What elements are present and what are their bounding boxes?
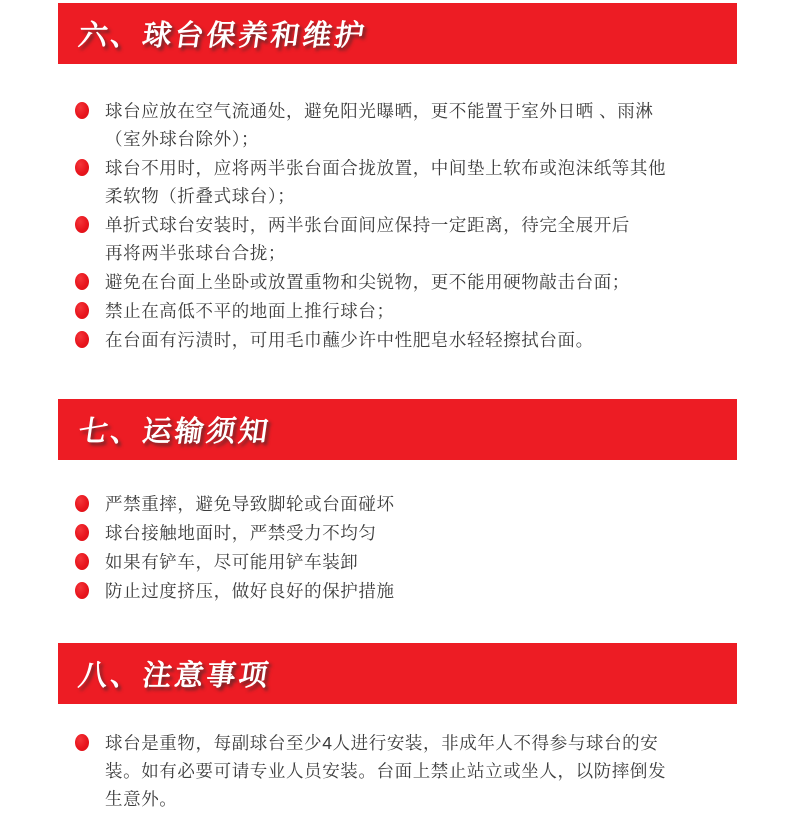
bullet-text: 避免在台面上坐卧或放置重物和尖锐物，更不能用硬物敲击台面；	[105, 272, 630, 292]
bullet-text: 球台不用时，应将两半张台面合拢放置，中间垫上软布或泡沫纸等其他 柔软物（折叠式球台）；	[105, 158, 667, 206]
bullet-icon	[75, 553, 89, 570]
bullet-icon	[75, 495, 89, 512]
list-item	[75, 548, 735, 576]
list-item	[75, 729, 735, 813]
bullet-icon	[75, 302, 89, 319]
transport-bullet-list	[75, 490, 735, 606]
section-banner-maintenance	[58, 3, 737, 64]
list-item	[75, 326, 735, 354]
section-title-precautions: 八、注意事项	[76, 660, 273, 692]
bullet-icon	[75, 216, 89, 233]
bullet-text: 防止过度挤压，做好良好的保护措施	[105, 581, 395, 601]
list-item	[75, 577, 735, 605]
section-banner-precautions	[58, 643, 737, 704]
bullet-text: 在台面有污渍时，可用毛巾蘸少许中性肥皂水轻轻擦拭台面。	[105, 330, 594, 350]
bullet-text: 球台是重物，每副球台至少4人进行安装，非成年人不得参与球台的安 装。如有必要可请专业人员安装。台面上禁止站立或坐人，以防摔倒发 生意外。	[105, 733, 667, 809]
bullet-icon	[75, 582, 89, 599]
bullet-text: 如果有铲车，尽可能用铲车装卸	[105, 552, 359, 572]
list-item	[75, 211, 735, 267]
bullet-icon	[75, 331, 89, 348]
section-title-transport: 七、运输须知	[76, 416, 273, 448]
bullet-text: 球台应放在空气流通处，避免阳光曝晒，更不能置于室外日晒 、雨淋 （室外球台除外）；	[105, 101, 654, 149]
bullet-icon	[75, 102, 89, 119]
bullet-text: 球台接触地面时，严禁受力不均匀	[105, 523, 377, 543]
bullet-text: 禁止在高低不平的地面上推行球台；	[105, 301, 395, 321]
bullet-text: 严禁重摔，避免导致脚轮或台面碰坏	[105, 494, 395, 514]
maintenance-bullet-list	[75, 97, 735, 355]
list-item	[75, 519, 735, 547]
bullet-icon	[75, 524, 89, 541]
section-title-maintenance: 六、球台保养和维护	[76, 20, 369, 52]
bullet-icon	[75, 734, 89, 751]
section-banner-transport	[58, 399, 737, 460]
list-item	[75, 154, 735, 210]
list-item	[75, 297, 735, 325]
precautions-bullet-list	[75, 729, 735, 814]
list-item	[75, 97, 735, 153]
list-item	[75, 268, 735, 296]
bullet-icon	[75, 273, 89, 290]
bullet-text: 单折式球台安装时，两半张台面间应保持一定距离，待完全展开后 再将两半张球台合拢；	[105, 215, 630, 263]
list-item	[75, 490, 735, 518]
bullet-icon	[75, 159, 89, 176]
